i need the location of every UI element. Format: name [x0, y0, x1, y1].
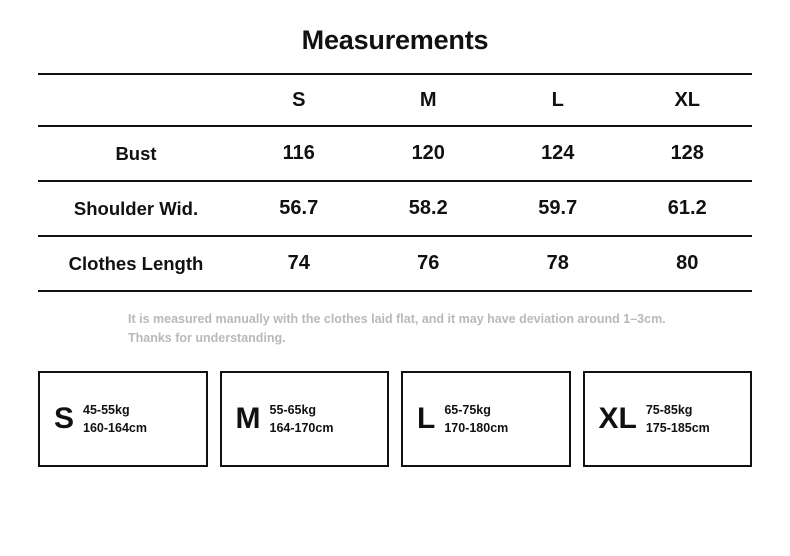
cell-bust-l: 124: [493, 126, 623, 181]
measurements-table-wrapper: [38, 73, 752, 292]
cell-length-s: 74: [234, 236, 364, 291]
cell-bust-m: 120: [364, 126, 494, 181]
size-card-label: S: [54, 401, 75, 435]
table-body: [38, 126, 752, 291]
size-card-label: M: [235, 401, 261, 435]
cell-shoulder-l: 59.7: [493, 181, 623, 236]
size-chart-page: [0, 25, 790, 556]
cell-shoulder-s: 56.7: [234, 181, 364, 236]
size-card-meta: [270, 401, 334, 437]
size-card-height: 160-164cm: [83, 420, 147, 435]
column-header-blank: [38, 74, 234, 126]
cell-length-l: 78: [493, 236, 623, 291]
measurements-table: [38, 73, 752, 292]
size-card-weight: 65-75kg: [444, 402, 491, 417]
size-recommendation-cards: [38, 371, 752, 467]
row-label-bust: Bust: [38, 126, 234, 181]
table-header-row: [38, 74, 752, 126]
column-header-m: M: [364, 74, 494, 126]
column-header-xl: XL: [623, 74, 753, 126]
row-label-clothes-length: Clothes Length: [38, 236, 234, 291]
table-header: [38, 74, 752, 126]
row-label-shoulder-width: Shoulder Wid.: [38, 181, 234, 236]
size-card-l: [401, 371, 571, 467]
size-card-height: 175-185cm: [645, 420, 710, 435]
page-title: Measurements: [301, 25, 489, 55]
table-row: [38, 126, 752, 181]
size-card-label: L: [417, 401, 436, 435]
size-card-meta: [83, 401, 147, 437]
cell-length-xl: 80: [623, 236, 753, 291]
size-card-meta: [646, 401, 710, 437]
size-card-weight: 75-85kg: [645, 402, 693, 417]
size-card-height: 170-180cm: [444, 420, 509, 435]
cell-shoulder-m: 58.2: [364, 181, 494, 236]
cell-length-m: 76: [364, 236, 494, 291]
size-card-weight: 45-55kg: [83, 402, 130, 417]
measurement-disclaimer: It is measured manually with the clothes laid flat, and it may have deviation around 1–3cm. Thanks for understanding.: [128, 312, 666, 346]
size-card-meta: [444, 401, 508, 437]
size-card-label: XL: [598, 401, 637, 435]
size-card-s: [38, 371, 208, 467]
size-card-xl: [583, 371, 753, 467]
cell-shoulder-xl: 61.2: [623, 181, 753, 236]
cell-bust-s: 116: [234, 126, 364, 181]
size-card-weight: 55-65kg: [269, 402, 317, 417]
column-header-l: L: [493, 74, 623, 126]
cell-bust-xl: 128: [623, 126, 753, 181]
column-header-s: S: [234, 74, 364, 126]
size-card-m: [220, 371, 390, 467]
table-row: [38, 236, 752, 291]
table-row: [38, 181, 752, 236]
size-card-height: 164-170cm: [269, 420, 334, 435]
